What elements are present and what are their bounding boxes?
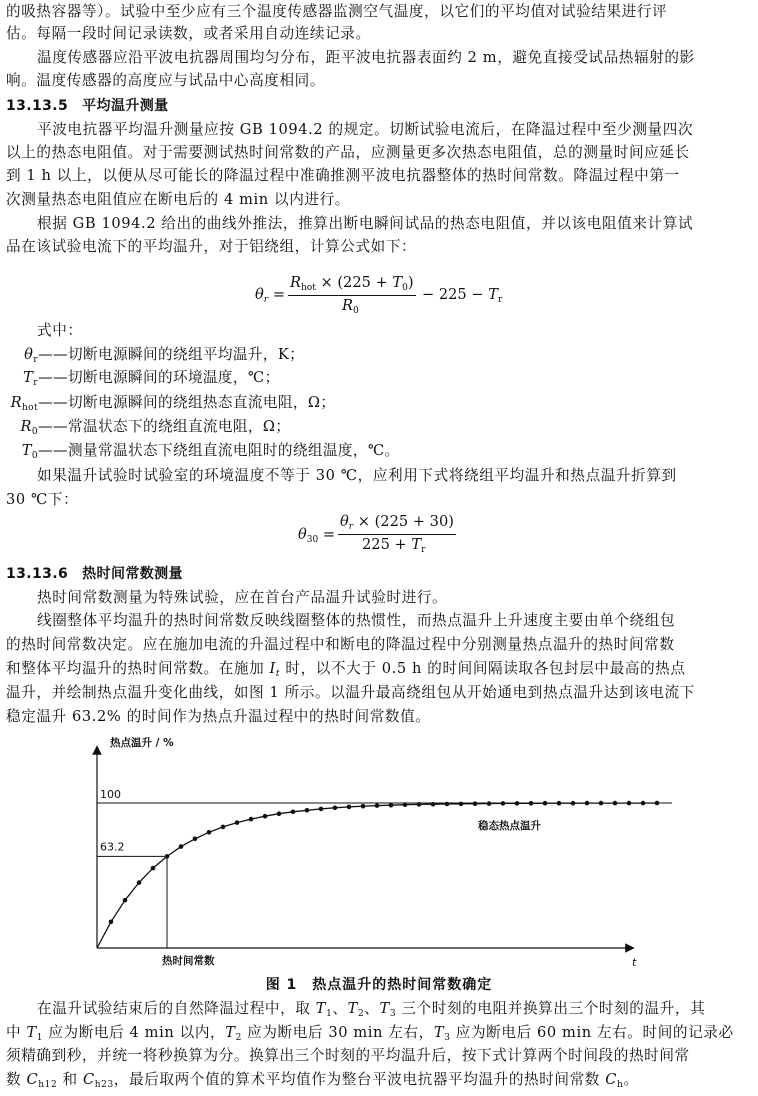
text-line: 温升，并绘制热点温升变化曲线，如图 1 所示。以温升最高绕组包从开始通电到热点温升达到该电流下: [6, 684, 695, 701]
text-line: 温度传感器应沿平波电抗器周围均匀分布，距平波电抗器表面约 2 m，避免直接受试品热辐射的影: [37, 49, 695, 66]
data-point: [249, 817, 254, 822]
formula-lhs: $\theta_r$ =: [255, 286, 285, 305]
series-curve: [97, 803, 657, 948]
fraction-bar: [338, 534, 456, 535]
symbol: $T_r$: [23, 369, 38, 388]
data-point: [319, 807, 324, 812]
text-line: 品在该试验电流下的平均温升，对于铝绕组，计算公式如下：: [6, 238, 417, 255]
text-line: 的热时间常数决定。应在施加电流的升温过程中和断电的降温过程中分别测量热点温升的热时间常数: [6, 636, 675, 653]
data-point: [151, 866, 156, 871]
symbol-definition: [4, 441, 400, 466]
text-line: 的吸热容器等）。试验中至少应有三个温度传感器监测空气温度，以它们的平均值对试验结果进行评: [6, 3, 668, 20]
text-line: 平波电抗器平均温升测量应按 GB 1094.2 的规定。切断试验电流后，在降温过程中至少测量四次: [37, 121, 694, 138]
symbol-definition: [4, 393, 335, 418]
data-point: [445, 802, 450, 807]
data-point: [305, 808, 310, 813]
tau-label: 热时间常数: [162, 955, 215, 967]
symbol-description: ——测量常温状态下绕组直流电阻时的绕组温度，℃。: [38, 442, 400, 459]
text-line: 以上的热态电阻值。对于需要测试热时间常数的产品，应测量更多次热态电阻值，总的测量时间应延长: [6, 144, 690, 161]
data-point: [515, 801, 520, 806]
data-point: [571, 801, 576, 806]
text-line: 次测量热态电阻值应在断电后的 4 min 以内进行。: [6, 191, 350, 208]
text-line: 响。温度传感器的高度应与试品中心高度相同。: [6, 72, 326, 89]
symbol-description: ——切断电源瞬间的绕组平均温升，K；: [38, 346, 305, 363]
symbol: $\theta_r$: [24, 346, 38, 365]
text-line: 须精确到秒，并统一将秒换算为分。换算出三个时刻的平均温升后，按下式计算两个时间段的热时间常: [6, 1047, 690, 1064]
data-point: [207, 830, 212, 835]
data-point: [193, 837, 198, 842]
data-point: [529, 801, 534, 806]
symbol: $R_0$: [20, 418, 38, 437]
data-point: [431, 802, 436, 807]
data-point: [361, 804, 366, 809]
text-line: 稳定温升 63.2% 的时间作为热点升温过程中的热时间常数值。: [6, 708, 431, 725]
data-point: [557, 801, 562, 806]
text-line: 和整体平均温升的热时间常数。在施加 $I_t$ 时，以不大于 0.5 h 的时间间隔读取各包封层中最高的热点: [6, 660, 686, 679]
fraction-bar: [288, 295, 416, 296]
data-point: [613, 801, 618, 806]
section-number: 13.13.6: [6, 566, 69, 582]
data-point: [235, 820, 240, 825]
text-line: 如果温升试验时试验室的环境温度不等于 30 ℃，应利用下式将绕组平均温升和热点温升折算到: [37, 467, 677, 484]
data-point: [109, 920, 114, 925]
data-point: [347, 805, 352, 810]
data-point: [277, 811, 282, 816]
data-point: [473, 801, 478, 806]
tick-label-63: 63.2: [100, 840, 125, 854]
tick-label-100: 100: [100, 788, 121, 801]
data-point: [333, 806, 338, 811]
text-line: 估。每隔一段时间记录读数，或者采用自动连续记录。: [6, 25, 371, 42]
steady-state-label: 稳态热点温升: [478, 820, 541, 832]
data-point: [389, 803, 394, 808]
symbol-description: ——切断电源瞬间的绕组热态直流电阻，Ω；: [38, 394, 336, 411]
data-point: [137, 880, 142, 885]
symbol: $R_{hot}$: [10, 394, 38, 413]
data-point: [585, 801, 590, 806]
data-point: [501, 801, 506, 806]
data-point: [543, 801, 548, 806]
data-point: [487, 801, 492, 806]
data-point: [403, 802, 408, 807]
symbol-definition: [4, 417, 290, 442]
data-point: [459, 802, 464, 807]
section-heading: [6, 564, 754, 584]
text-line: 热时间常数测量为特殊试验，应在首台产品温升试验时进行。: [37, 589, 448, 606]
text-line: 中 $T_1$ 应为断电后 4 min 以内，$T_2$ 应为断电后 30 min 左右，$T_3$ 应为断电后 60 min 左右。时间的记录必: [6, 1024, 734, 1043]
figure-caption: 图 1 热点温升的热时间常数确定: [265, 977, 493, 993]
section-number: 13.13.5: [6, 98, 69, 114]
symbol-description: ——切断电源瞬间的环境温度，℃；: [38, 369, 280, 386]
text-line: 根据 GB 1094.2 给出的曲线外推法，推算出断电瞬间试品的热态电阻值，并以该电阻值来计算试: [37, 215, 694, 232]
data-point: [291, 810, 296, 815]
text-line: 到 1 h 以上，以便从尽可能长的降温过程中准确推测平波电抗器整体的热时间常数。降温过程中第一: [6, 167, 680, 184]
formula-denominator: $225 + T_r$: [362, 536, 426, 555]
data-point: [263, 814, 268, 819]
formula-tail: − $225 - T_r$: [422, 286, 503, 305]
symbol-definition: [4, 345, 304, 370]
data-point: [221, 825, 226, 830]
data-point: [627, 801, 632, 806]
symbol-definition: [4, 368, 280, 393]
data-point: [641, 801, 646, 806]
data-point: [123, 898, 128, 903]
data-point: [375, 803, 380, 808]
text-line: 在温升试验结束后的自然降温过程中，取 $T_1$、$T_2$、$T_3$ 三个时刻的电阻并换算出三个时刻的温升，其: [37, 1000, 706, 1019]
data-point: [417, 802, 422, 807]
data-point: [655, 801, 660, 806]
text-line: 数 $C_{h12}$ 和 $C_{h23}$，最后取两个值的算术平均值作为整台平波电抗器平均温升的热时间常数 $C_h$。: [6, 1071, 639, 1090]
symbol-description: ——常温状态下的绕组直流电阻，Ω；: [38, 418, 291, 435]
formula-numerator: $R_{hot} \times (225 + T_0)$: [290, 274, 414, 293]
formula-denominator: $R_0$: [342, 297, 359, 316]
hotspot-temperature-rise-chart: [0, 730, 758, 970]
data-point: [599, 801, 604, 806]
text-line: 式中：: [37, 322, 83, 339]
section-title: 热时间常数测量: [82, 566, 183, 582]
data-point: [165, 854, 170, 859]
text-line: 线圈整体平均温升的热时间常数反映线圈整体的热惯性，而热点温升上升速度主要由单个绕组包: [37, 612, 676, 629]
formula-numerator: $\theta_r \times (225 + 30)$: [340, 513, 454, 532]
symbol: $T_0$: [21, 442, 38, 461]
data-point: [179, 844, 184, 849]
section-heading: [6, 96, 754, 116]
x-axis-label: t: [632, 956, 637, 969]
text-line: 30 ℃下：: [6, 491, 79, 508]
y-axis-label: 热点温升 / %: [110, 737, 174, 749]
formula-lhs: $\theta_{30}$ =: [298, 526, 336, 545]
section-title: 平均温升测量: [82, 98, 169, 114]
